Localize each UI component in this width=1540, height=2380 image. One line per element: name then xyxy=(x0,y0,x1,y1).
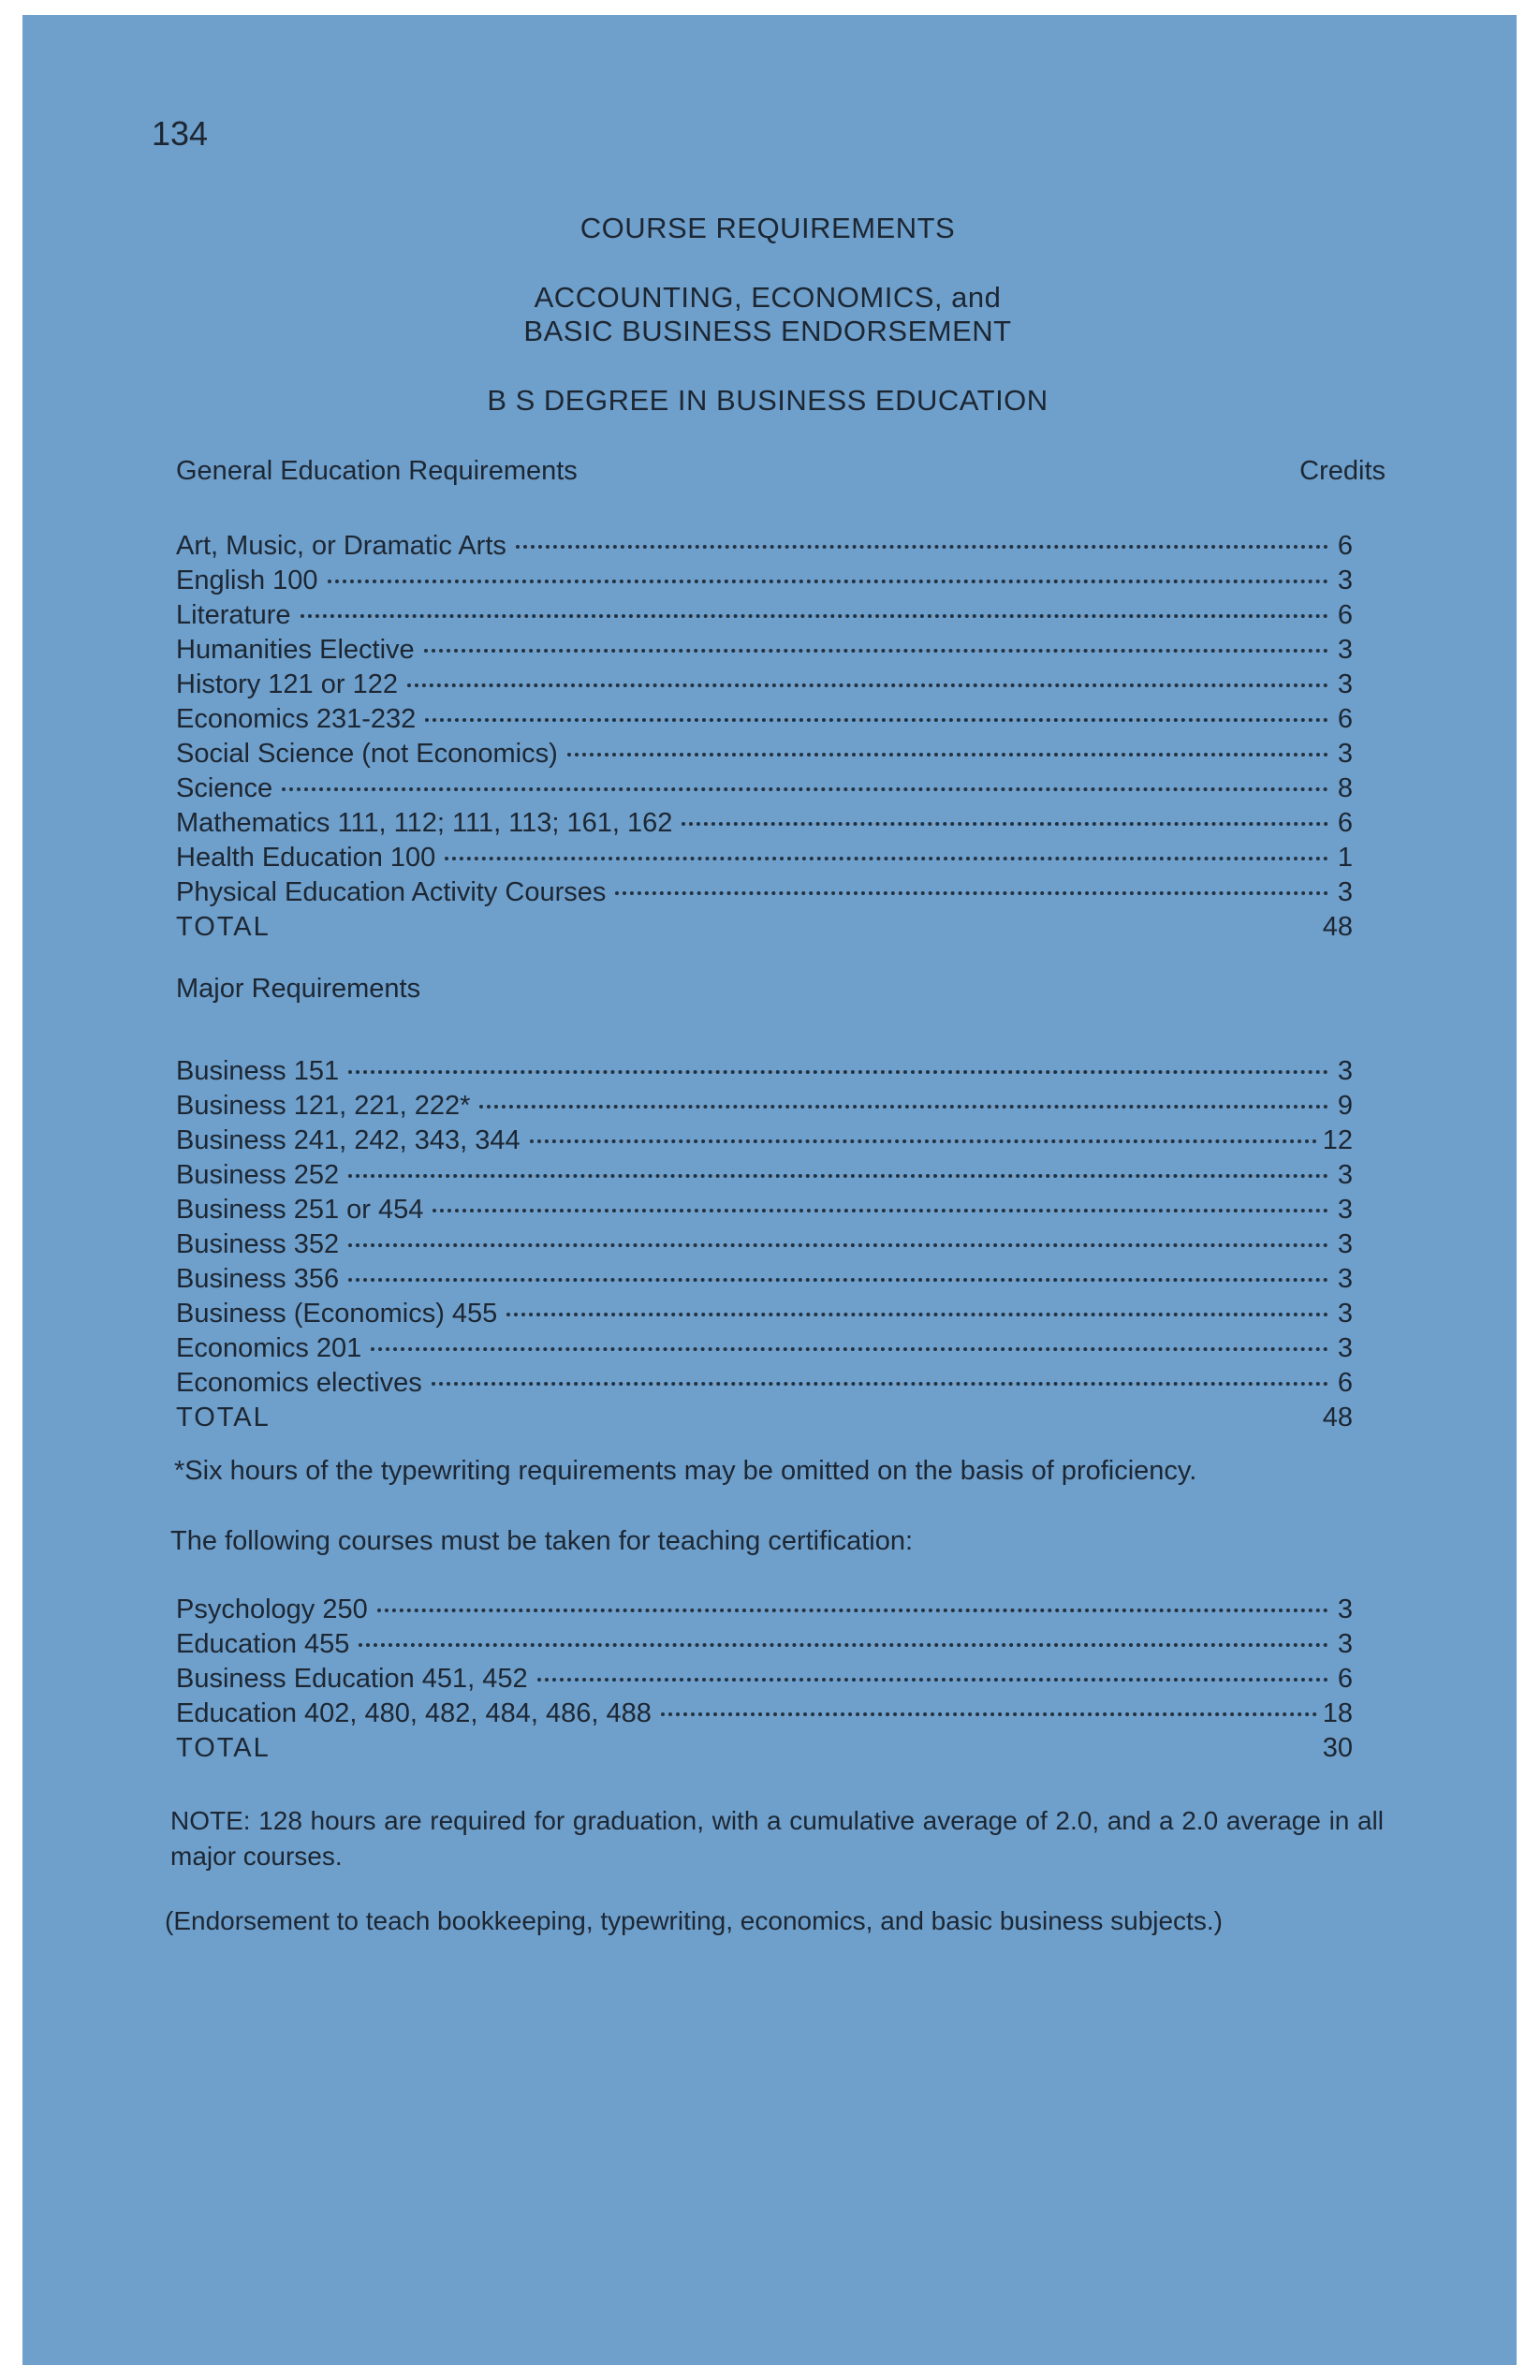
course-name: Physical Education Activity Courses xyxy=(176,877,607,907)
graduation-note: NOTE: 128 hours are required for graduation, with a cumulative average of 2.0, and a 2.0 average in all major courses. xyxy=(170,1806,1384,1871)
course-row xyxy=(169,1333,1353,1368)
dot-leader xyxy=(282,787,1328,791)
course-credits: 6 xyxy=(1337,704,1353,734)
course-credits: 3 xyxy=(1337,1195,1353,1225)
course-name: Business Education 451, 452 xyxy=(176,1664,528,1694)
general-education-label: General Education Requirements xyxy=(176,456,578,486)
dot-leader xyxy=(432,1382,1328,1386)
major-requirements-section xyxy=(169,974,1386,1437)
endorsement-note: (Endorsement to teach bookkeeping, typewriting, economics, and basic business subjects.) xyxy=(165,1906,1223,1935)
endorsement-title-line1: ACCOUNTING, ECONOMICS, and xyxy=(534,281,1002,314)
course-credits: 6 xyxy=(1337,531,1353,561)
course-credits: 3 xyxy=(1337,1056,1353,1086)
course-name: Business 251 or 454 xyxy=(176,1195,424,1225)
dot-leader xyxy=(348,1070,1328,1074)
dot-leader xyxy=(567,753,1328,757)
course-row xyxy=(169,773,1353,808)
course-name: Education 455 xyxy=(176,1629,350,1659)
general-education-list xyxy=(169,531,1386,912)
course-name: Business 252 xyxy=(176,1160,340,1190)
dot-leader xyxy=(661,1712,1317,1716)
certification-total-row xyxy=(169,1733,1353,1768)
course-name: History 121 or 122 xyxy=(176,669,398,699)
course-credits: 1 xyxy=(1337,843,1353,873)
dot-leader xyxy=(407,683,1328,687)
course-row xyxy=(169,1125,1353,1160)
dot-leader xyxy=(433,1209,1328,1212)
page-title: COURSE REQUIREMENTS xyxy=(579,212,956,244)
course-name: Science xyxy=(176,773,273,803)
course-row xyxy=(169,1229,1353,1264)
course-row xyxy=(169,843,1353,877)
course-row xyxy=(169,566,1353,600)
course-credits: 6 xyxy=(1337,1368,1353,1398)
leader-spacer xyxy=(280,926,1317,930)
general-education-section xyxy=(169,456,1386,947)
course-row xyxy=(169,1264,1353,1299)
typewriting-footnote: *Six hours of the typewriting requirements may be omitted on the basis of proficiency. xyxy=(174,1456,1197,1486)
course-name: Humanities Elective xyxy=(176,635,415,665)
course-credits: 6 xyxy=(1337,808,1353,838)
course-row xyxy=(169,808,1353,843)
major-requirements-total-row xyxy=(169,1403,1353,1437)
total-value: 48 xyxy=(1322,912,1353,942)
course-row xyxy=(169,704,1353,739)
course-credits: 9 xyxy=(1337,1091,1353,1121)
course-credits: 3 xyxy=(1337,1160,1353,1190)
dot-leader xyxy=(348,1278,1328,1282)
course-name: Business (Economics) 455 xyxy=(176,1299,498,1329)
course-name: Economics 231-232 xyxy=(176,704,417,734)
course-row xyxy=(169,600,1353,635)
course-credits: 3 xyxy=(1337,877,1353,907)
certification-list xyxy=(169,1594,1386,1733)
course-row xyxy=(169,1299,1353,1333)
course-name: Business 241, 242, 343, 344 xyxy=(176,1125,521,1155)
total-label: TOTAL xyxy=(176,1403,271,1432)
course-row xyxy=(169,1091,1353,1125)
dot-leader xyxy=(377,1609,1328,1612)
general-education-total-row xyxy=(169,912,1353,947)
endorsement-title xyxy=(0,281,1535,348)
course-name: Literature xyxy=(176,600,291,630)
course-credits: 3 xyxy=(1337,1229,1353,1259)
course-credits: 3 xyxy=(1337,635,1353,665)
major-requirements-label: Major Requirements xyxy=(176,974,421,1004)
course-row xyxy=(169,739,1353,773)
dot-leader xyxy=(682,822,1328,826)
course-name: Business 151 xyxy=(176,1056,340,1086)
course-credits: 3 xyxy=(1337,1333,1353,1363)
general-education-header xyxy=(169,456,1386,493)
course-row xyxy=(169,1594,1353,1629)
certification-section xyxy=(169,1594,1386,1768)
dot-leader xyxy=(348,1174,1328,1178)
course-name: Economics 201 xyxy=(176,1333,362,1363)
total-label: TOTAL xyxy=(176,912,271,942)
course-name: Business 356 xyxy=(176,1264,340,1294)
course-credits: 3 xyxy=(1337,1299,1353,1329)
leader-spacer xyxy=(280,1417,1317,1420)
endorsement-title-line2: BASIC BUSINESS ENDORSEMENT xyxy=(523,315,1012,347)
course-row xyxy=(169,1664,1353,1698)
course-row xyxy=(169,669,1353,704)
course-row xyxy=(169,1368,1353,1403)
total-label: TOTAL xyxy=(176,1733,271,1763)
dot-leader xyxy=(359,1643,1328,1647)
dot-leader xyxy=(328,580,1328,583)
dot-leader xyxy=(348,1243,1328,1247)
total-value: 48 xyxy=(1322,1403,1353,1432)
course-credits: 3 xyxy=(1337,566,1353,595)
course-credits: 3 xyxy=(1337,1594,1353,1624)
course-name: English 100 xyxy=(176,566,318,595)
credits-column-label: Credits xyxy=(1299,456,1386,486)
course-credits: 3 xyxy=(1337,739,1353,769)
degree-title: B S DEGREE IN BUSINESS EDUCATION xyxy=(487,384,1049,417)
course-name: Health Education 100 xyxy=(176,843,436,873)
dot-leader xyxy=(516,545,1328,549)
total-value: 30 xyxy=(1322,1733,1353,1763)
course-credits: 3 xyxy=(1337,1629,1353,1659)
course-row xyxy=(169,1160,1353,1195)
course-name: Business 121, 221, 222* xyxy=(176,1091,471,1121)
dot-leader xyxy=(425,718,1328,722)
leader-spacer xyxy=(280,1747,1317,1751)
dot-leader xyxy=(424,649,1328,653)
dot-leader xyxy=(530,1139,1317,1143)
course-row xyxy=(169,1195,1353,1229)
course-credits: 12 xyxy=(1322,1125,1353,1155)
dot-leader xyxy=(537,1678,1328,1682)
dot-leader xyxy=(371,1347,1328,1351)
course-credits: 8 xyxy=(1337,773,1353,803)
course-row xyxy=(169,877,1353,912)
page-number: 134 xyxy=(152,114,209,153)
course-row xyxy=(169,531,1353,566)
major-requirements-list xyxy=(169,1056,1386,1403)
dot-leader xyxy=(506,1313,1328,1316)
course-row xyxy=(169,1698,1353,1733)
course-name: Psychology 250 xyxy=(176,1594,368,1624)
course-row xyxy=(169,1629,1353,1664)
dot-leader xyxy=(479,1105,1328,1109)
certification-intro: The following courses must be taken for teaching certification: xyxy=(170,1526,914,1556)
course-credits: 18 xyxy=(1322,1698,1353,1728)
course-name: Mathematics 111, 112; 111, 113; 161, 162 xyxy=(176,808,673,838)
course-name: Social Science (not Economics) xyxy=(176,739,558,769)
dot-leader xyxy=(301,614,1328,618)
course-credits: 6 xyxy=(1337,600,1353,630)
course-row xyxy=(169,1056,1353,1091)
course-credits: 3 xyxy=(1337,1264,1353,1294)
dot-leader xyxy=(615,891,1328,895)
course-credits: 3 xyxy=(1337,669,1353,699)
course-name: Business 352 xyxy=(176,1229,340,1259)
course-name: Economics electives xyxy=(176,1368,422,1398)
course-name: Art, Music, or Dramatic Arts xyxy=(176,531,506,561)
course-row xyxy=(169,635,1353,669)
dot-leader xyxy=(445,857,1328,860)
course-name: Education 402, 480, 482, 484, 486, 488 xyxy=(176,1698,652,1728)
major-requirements-header xyxy=(169,974,1386,1011)
course-credits: 6 xyxy=(1337,1664,1353,1694)
